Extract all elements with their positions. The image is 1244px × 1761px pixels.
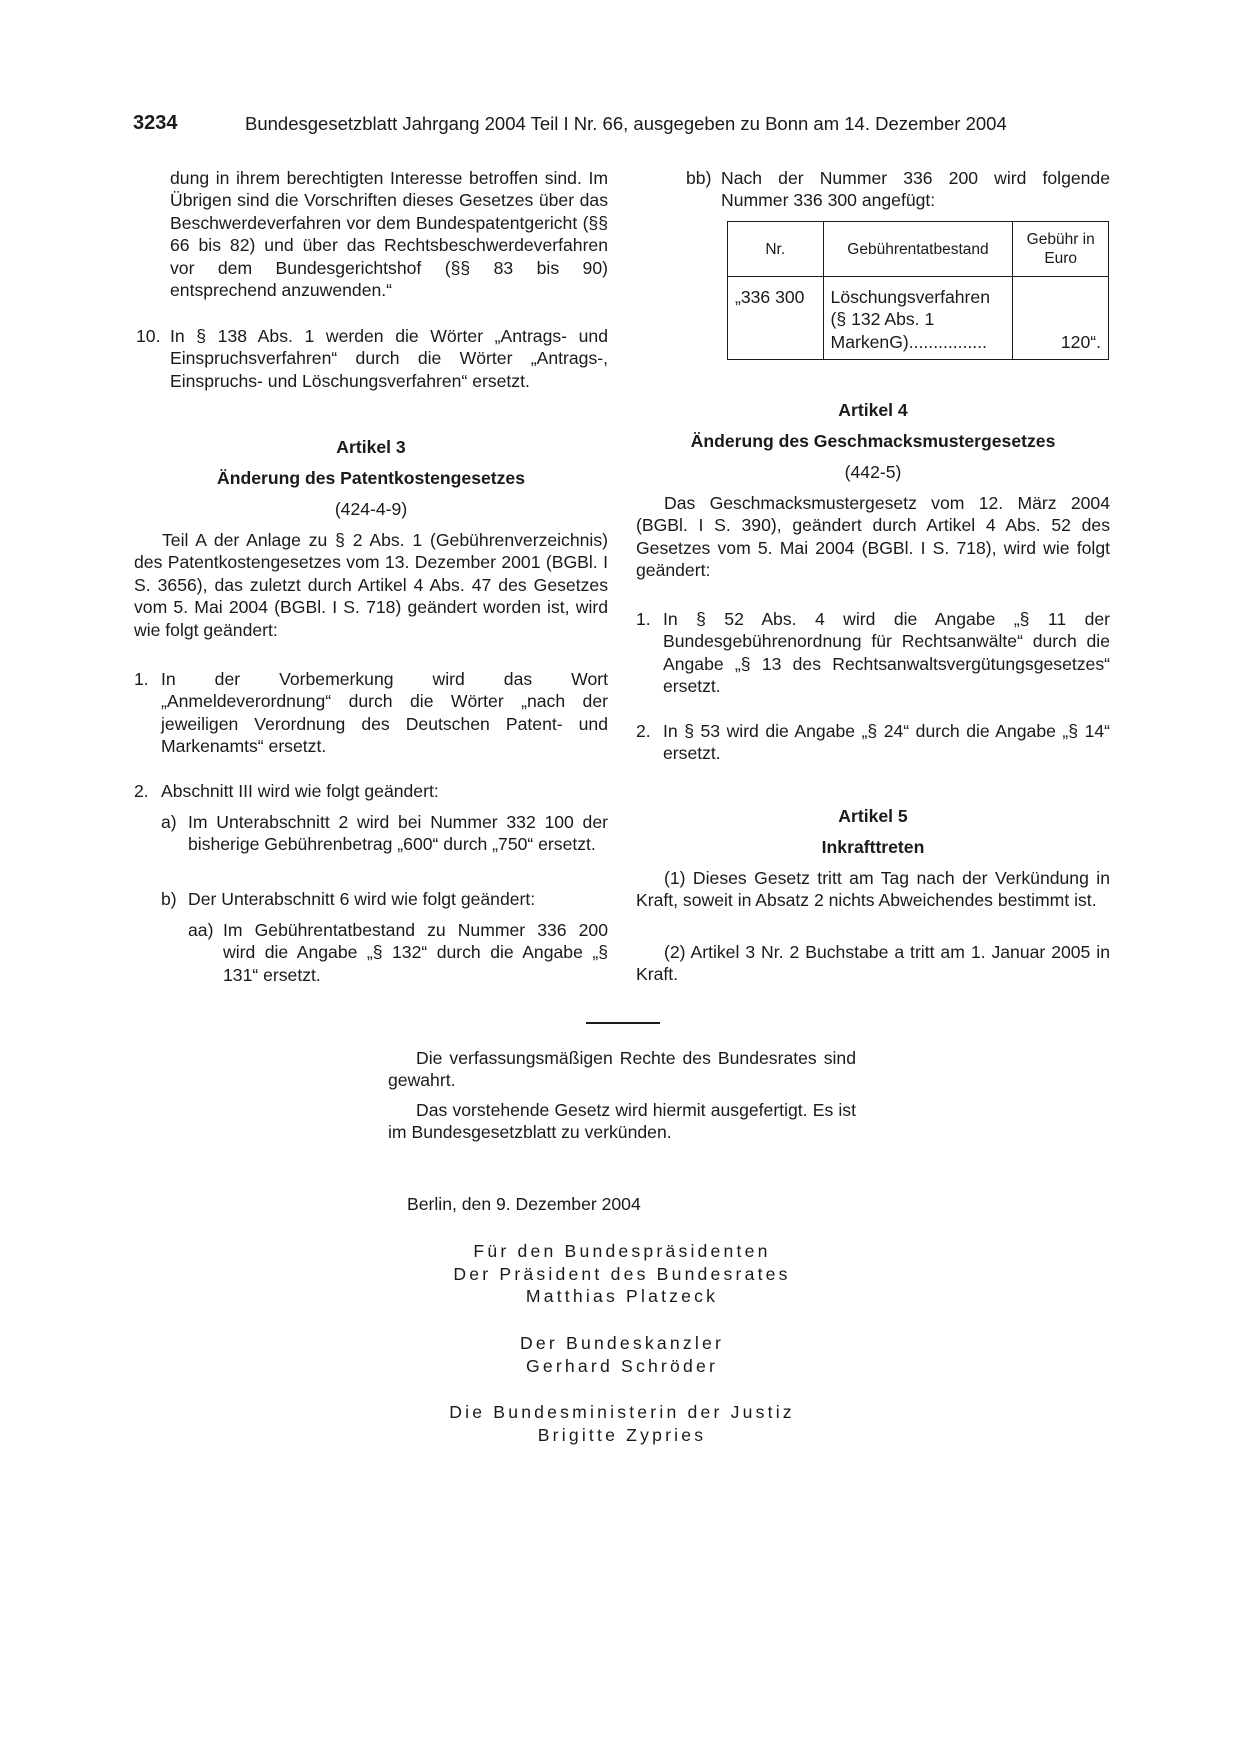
article-3-intro: Teil A der Anlage zu § 2 Abs. 1 (Gebührenverzeichnis) des Patentkostengesetzes vom 13. Dezember 2001 (BGBl. I S. 3656), das zuletzt durch Artikel 4 Abs. 47 des Gesetzes vom 5. Mai 2004 (BGBl. I S. 718) geändert worden ist, wird wie folgt geändert: xyxy=(134,530,608,640)
page-number: 3234 xyxy=(133,112,178,134)
article-4-item-1 xyxy=(636,608,1110,698)
cell-description: Löschungsverfahren (§ 132 Abs. 1 MarkenG)................ xyxy=(823,277,1013,360)
list-label: b) xyxy=(161,889,177,909)
list-text: In der Vorbemerkung wird das Wort „Anmeldeverordnung“ durch die Wörter „nach der jeweiligen Verordnung des Deutschen Patent- und Markenamts“ ersetzt. xyxy=(161,669,608,757)
column-header-description: Gebührentatbestand xyxy=(823,222,1013,277)
column-header-nr: Nr. xyxy=(728,222,824,277)
article-3-item-2b-aa xyxy=(188,919,608,986)
list-text: Nach der Nummer 336 200 wird folgende Nummer 336 300 angefügt: xyxy=(721,168,1110,211)
list-label: 2. xyxy=(636,721,651,741)
closing-paragraph-1: Die verfassungsmäßigen Rechte des Bundesrates sind gewahrt. xyxy=(388,1048,856,1091)
list-text: Abschnitt III wird wie folgt geändert: xyxy=(161,781,439,801)
list-label: a) xyxy=(161,812,177,832)
article-3-number: (424-4-9) xyxy=(334,499,408,519)
table-header-row xyxy=(728,222,1109,277)
signature-block-chancellor xyxy=(392,1332,852,1377)
signature-block-federal-president xyxy=(392,1240,852,1308)
place-and-date: Berlin, den 9. Dezember 2004 xyxy=(407,1194,641,1214)
signature-name: Brigitte Zypries xyxy=(537,1424,707,1445)
signature-role: Der Präsident des Bundesrates xyxy=(453,1263,791,1284)
closing-paragraph-2: Das vorstehende Gesetz wird hiermit ausgefertigt. Es ist im Bundesgesetzblatt zu verkünden. xyxy=(388,1100,856,1143)
cell-nr: „336 300 xyxy=(728,277,824,360)
column-header-fee: Gebühr in Euro xyxy=(1013,222,1109,277)
article-3-item-2b xyxy=(161,888,608,910)
gazette-header: Bundesgesetzblatt Jahrgang 2004 Teil I Nr. 66, ausgegeben zu Bonn am 14. Dezember 2004 xyxy=(245,113,1007,134)
article-4-title: Artikel 4 xyxy=(838,400,908,420)
list-label: 1. xyxy=(134,669,149,689)
signature-role: Für den Bundespräsidenten xyxy=(473,1241,771,1261)
list-label: 1. xyxy=(636,609,651,629)
signature-role: Die Bundesministerin der Justiz xyxy=(449,1402,795,1422)
article-4-item-2 xyxy=(636,720,1110,765)
article-5-title: Artikel 5 xyxy=(838,806,908,826)
list-text: Im Gebührentatbestand zu Nummer 336 200 wird die Angabe „§ 132“ durch die Angabe „§ 131“ ersetzt. xyxy=(223,920,608,985)
list-text: In § 52 Abs. 4 wird die Angabe „§ 11 der Bundesgebührenordnung für Rechtsanwälte“ durch die Angabe „§ 13 des Rechtsanwaltsvergütungsgesetzes“ ersetzt. xyxy=(663,609,1110,697)
table-row xyxy=(728,277,1109,360)
article-3-item-2b-bb xyxy=(686,167,1110,212)
article-3-item-2a xyxy=(161,811,608,856)
signature-name: Gerhard Schröder xyxy=(525,1355,719,1376)
list-item-10 xyxy=(136,325,608,392)
list-text: Der Unterabschnitt 6 wird wie folgt geändert: xyxy=(188,889,536,909)
list-text: In § 53 wird die Angabe „§ 24“ durch die Angabe „§ 14“ ersetzt. xyxy=(663,721,1110,764)
article-3-heading: Änderung des Patentkostengesetzes xyxy=(217,468,525,488)
list-label: 2. xyxy=(134,781,149,801)
cell-fee: 120“. xyxy=(1013,277,1109,360)
article-4-number: (442-5) xyxy=(844,462,902,482)
article-4-intro: Das Geschmacksmustergesetz vom 12. März 2004 (BGBl. I S. 390), geändert durch Artikel 4 Abs. 52 des Gesetzes vom 5. Mai 2004 (BGBl. I S. 718), wird wie folgt geändert: xyxy=(636,493,1110,581)
list-label: bb) xyxy=(686,168,712,188)
list-text: In § 138 Abs. 1 werden die Wörter „Antrags- und Einspruchsverfahren“ durch die Wörter „Antrags-, Einspruchs- und Löschungsverfahren“ ersetzt. xyxy=(170,326,608,391)
signature-name: Matthias Platzeck xyxy=(525,1286,719,1307)
signature-block-justice-minister xyxy=(392,1401,852,1446)
article-3-item-1 xyxy=(134,668,608,758)
article-5-paragraph-1: (1) Dieses Gesetz tritt am Tag nach der Verkündung in Kraft, soweit in Absatz 2 nichts Abweichendes bestimmt ist. xyxy=(636,868,1110,911)
list-label: aa) xyxy=(188,920,214,940)
article-5-heading: Inkrafttreten xyxy=(821,837,925,857)
list-text: Im Unterabschnitt 2 wird bei Nummer 332 100 der bisherige Gebührenbetrag „600“ durch „750“ ersetzt. xyxy=(188,812,608,855)
continued-paragraph: dung in ihrem berechtigten Interesse betroffen sind. Im Übrigen sind die Vorschriften dieses Gesetzes über das Beschwerdeverfahren vor dem Bundespatentgericht (§§ 66 bis 82) und über das Rechtsbeschwerdeverfahren vor dem Bundesgerichtshof (§§ 83 bis 90) entsprechend anzuwenden.“ xyxy=(170,168,608,301)
article-3-title: Artikel 3 xyxy=(336,437,406,457)
signature-role: Der Bundeskanzler xyxy=(519,1333,725,1353)
article-5-paragraph-2: (2) Artikel 3 Nr. 2 Buchstabe a tritt am 1. Januar 2005 in Kraft. xyxy=(636,942,1110,985)
list-label: 10. xyxy=(136,326,161,346)
article-3-item-2 xyxy=(134,780,608,802)
fee-table xyxy=(727,221,1109,360)
section-divider xyxy=(586,1022,660,1024)
article-4-heading: Änderung des Geschmacksmustergesetzes xyxy=(690,431,1056,451)
